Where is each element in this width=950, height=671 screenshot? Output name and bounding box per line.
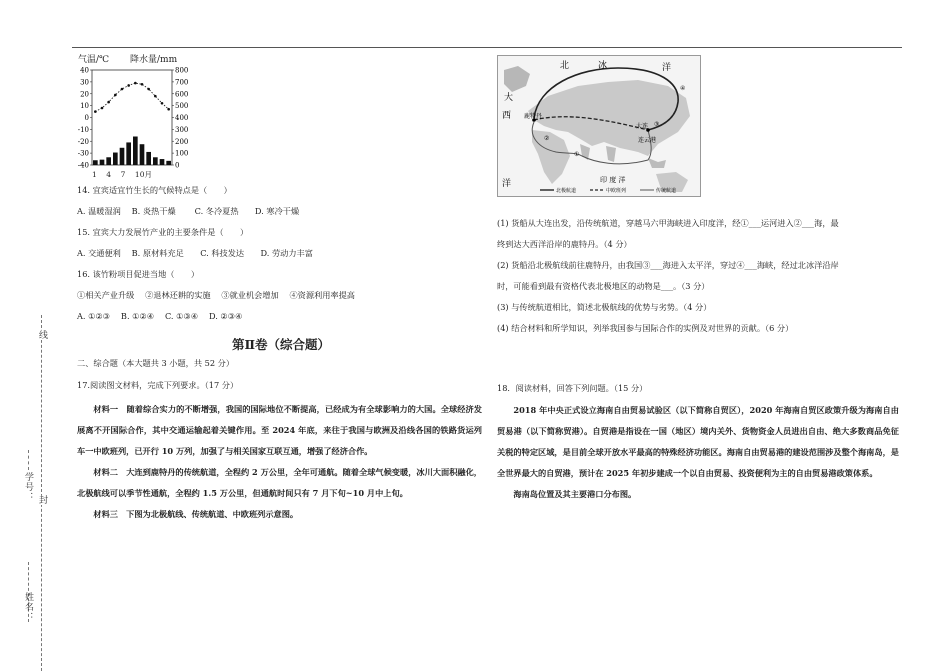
map-label-rotterdam: 鹿特丹 <box>524 113 543 120</box>
temperature-line <box>95 83 168 112</box>
chart-xlabel: 1 4 7 10月 <box>92 170 152 179</box>
q18-paragraph: 2018 年中央正式设立海南自由贸易试验区（以下简称自贸区），2020 年海南自贸区政策升级为海南自由贸易港（以下简称贸港）。自贸港是指设在一国（地区）境内关外、货物资金人员进出自由、绝大多数商品免征关税的特定区域，是目前全球开放水平最高的特殊经济功能区。海南自由贸易港的建设范围涉及整个海南岛，是全世界最大的自贸港，预计在 2025 年初步建成一个以自由贸易、投资便利为主的自由贸易港政策体系。 <box>497 405 899 478</box>
map-label-atlantic1: 大 <box>504 93 514 103</box>
precip-bar <box>126 142 131 165</box>
left-tick-label: -20 <box>77 137 89 146</box>
greenland-shape <box>504 66 530 92</box>
q15-stem: 15. 宜宾大力发展竹产业的主要条件是（ ） <box>77 227 249 237</box>
cut-line <box>41 315 42 671</box>
left-tick-label: 0 <box>84 114 89 122</box>
left-tick-label: 20 <box>80 90 89 99</box>
left-tick-label: 30 <box>80 78 89 87</box>
map-label-ocean2: 洋 <box>502 179 512 189</box>
left-tick-label: -40 <box>77 161 89 170</box>
material-3: 材料三 下图为北极航线、传统航道、中欧班列示意图。 <box>93 509 299 519</box>
q14-stem: 14. 宜宾适宜竹生长的气候特点是（ ） <box>77 185 232 195</box>
temperature-point <box>127 84 130 87</box>
q17-materials <box>77 399 482 525</box>
precip-bar <box>166 161 171 165</box>
right-tick-label: 700 <box>175 78 189 87</box>
precip-bar <box>133 137 138 166</box>
africa-shape <box>532 130 570 184</box>
map-label-c1: ① <box>574 151 580 158</box>
student-id-label: 学号： <box>23 472 33 502</box>
right-questions <box>497 213 839 339</box>
temperature-point <box>94 110 97 113</box>
precip-bar <box>160 159 165 165</box>
precip-bar <box>153 157 158 165</box>
legend-arctic: 北极航道 <box>556 188 577 194</box>
precip-bar <box>146 152 151 165</box>
precip-bar <box>106 157 111 165</box>
q15-options: A. 交通便利 B. 原材料充足 C. 科技发达 D. 劳动力丰富 <box>77 248 313 258</box>
temperature-point <box>101 107 104 110</box>
map-label-ice: 冰 <box>598 61 608 71</box>
route-map <box>497 55 701 197</box>
temperature-point <box>121 88 124 91</box>
legend-traditional: 传统航道 <box>656 188 677 194</box>
climate-chart-svg <box>72 52 202 184</box>
q18-material <box>497 400 899 505</box>
left-questions <box>77 183 355 330</box>
q17-2-line1: (2) 货船沿北极航线前往鹿特丹，由我国③___海进入太平洋，穿过④___海峡，经过北冰洋沿岸 <box>497 260 839 270</box>
material-1: 材料一 随着综合实力的不断增强，我国的国际地位不断提高，已经成为有全球影响力的大国。全球经济发展离不开国际合作，其中交通运输起着关键作用。至 2024 年底，来往于我国与欧洲及沿线各国的铁路货运列车一中欧班列，已开行 10 万列，加强了与相关国家互联互通，增强了经济合作。 <box>77 404 482 456</box>
right-tick-label: 200 <box>175 137 189 146</box>
right-tick-label: 400 <box>175 114 189 122</box>
map-label-c2: ② <box>544 135 550 142</box>
chart-ylabel-right: 降水量/mm <box>130 55 178 65</box>
student-id-blank <box>28 450 29 470</box>
q17-3: (3) 与传统航道相比，简述北极航线的优势与劣势。（4 分） <box>497 302 712 312</box>
right-tick-label: 600 <box>175 90 189 99</box>
temperature-point <box>107 101 110 104</box>
legend-rail: 中欧班列 <box>606 188 627 194</box>
q17-1-line2: 终到达大西洋沿岸的鹿特丹。（4 分） <box>497 239 632 249</box>
climate-chart <box>72 52 202 184</box>
left-tick-label: 10 <box>80 102 89 111</box>
map-label-lianyungang: 连云港 <box>638 137 657 144</box>
part2-title: 第Ⅱ卷（综合题） <box>232 337 331 352</box>
precip-bar <box>113 153 118 165</box>
left-tick-label: 40 <box>80 66 89 75</box>
temperature-point <box>167 108 170 111</box>
map-label-north: 北 <box>560 61 570 71</box>
right-tick-label: 100 <box>175 149 189 158</box>
precip-bar <box>93 160 98 165</box>
q17-1-line1: (1) 货船从大连出发，沿传统航道，穿越马六甲海峡进入印度洋，经①___运河进入②___海，最 <box>497 218 839 228</box>
q16-options: A. ①②③ B. ①②④ C. ①③④ D. ②③④ <box>77 311 243 321</box>
left-tick-label: -10 <box>77 125 89 134</box>
temperature-point <box>141 83 144 86</box>
map-label-atlantic2: 西 <box>502 111 512 121</box>
right-tick-label: 500 <box>175 102 189 111</box>
temperature-point <box>134 82 137 85</box>
seal-label: 封 <box>37 495 47 505</box>
temperature-point <box>147 88 150 91</box>
map-label-ocean: 洋 <box>662 63 672 73</box>
india-shape <box>606 146 616 162</box>
q18-stem: 18．阅读材料，回答下列问题。（15 分） <box>497 383 648 393</box>
map-label-indian: 印 度 洋 <box>600 176 626 184</box>
map-label-dalian: 大连 <box>636 123 649 130</box>
chart-ylabel-left: 气温/℃ <box>78 55 110 65</box>
right-tick-label: 0 <box>175 161 180 170</box>
q17-2-line2: 时，可能看到最有资格代表北极地区的动物是___。（3 分） <box>497 281 710 291</box>
left-tick-label: -30 <box>77 149 89 158</box>
q17-stem: 17.阅读图文材料，完成下列要求。（17 分） <box>77 380 239 390</box>
q18-map-caption: 海南岛位置及其主要港口分布图。 <box>513 489 637 499</box>
part2-intro: 二、综合题（本大题共 3 小题，共 52 分） <box>77 358 235 368</box>
name-label: 姓名： <box>23 592 33 622</box>
line-label: 线 <box>37 330 47 340</box>
q17-4: (4) 结合材料和所学知识，列举我国参与国际合作的实例及对世界的贡献。（6 分） <box>497 323 794 333</box>
temperature-point <box>161 102 164 105</box>
precip-bar <box>100 160 105 165</box>
right-tick-label: 800 <box>175 66 189 75</box>
top-rule <box>72 47 902 48</box>
material-2: 材料二 大连到鹿特丹的传统航道，全程约 2 万公里，全年可通航。随着全球气候变暖，冰川大面积融化，北极航线可以季节性通航，全程约 1.5 万公里，但通航时间只有 7 月下旬~10 月中上旬。 <box>77 467 482 498</box>
right-tick-label: 300 <box>175 125 189 134</box>
q14-options: A. 温暖湿润 B. 炎热干燥 C. 冬冷夏热 D. 寒冷干燥 <box>77 206 300 216</box>
q16-stem: 16. 该竹粉项目促进当地（ ） <box>77 269 200 279</box>
map-label-c3: ③ <box>654 121 660 128</box>
precip-bar <box>140 144 145 165</box>
temperature-point <box>114 94 117 97</box>
precip-bar <box>120 148 125 165</box>
temperature-point <box>154 95 157 98</box>
q16-items: ①相关产业升级 ②退林还耕的实施 ③就业机会增加 ④资源利用率提高 <box>77 290 355 300</box>
binding-margin <box>0 300 60 671</box>
map-label-c4: ④ <box>680 85 686 92</box>
route-map-svg <box>498 56 700 196</box>
indonesia-shape <box>648 158 666 168</box>
